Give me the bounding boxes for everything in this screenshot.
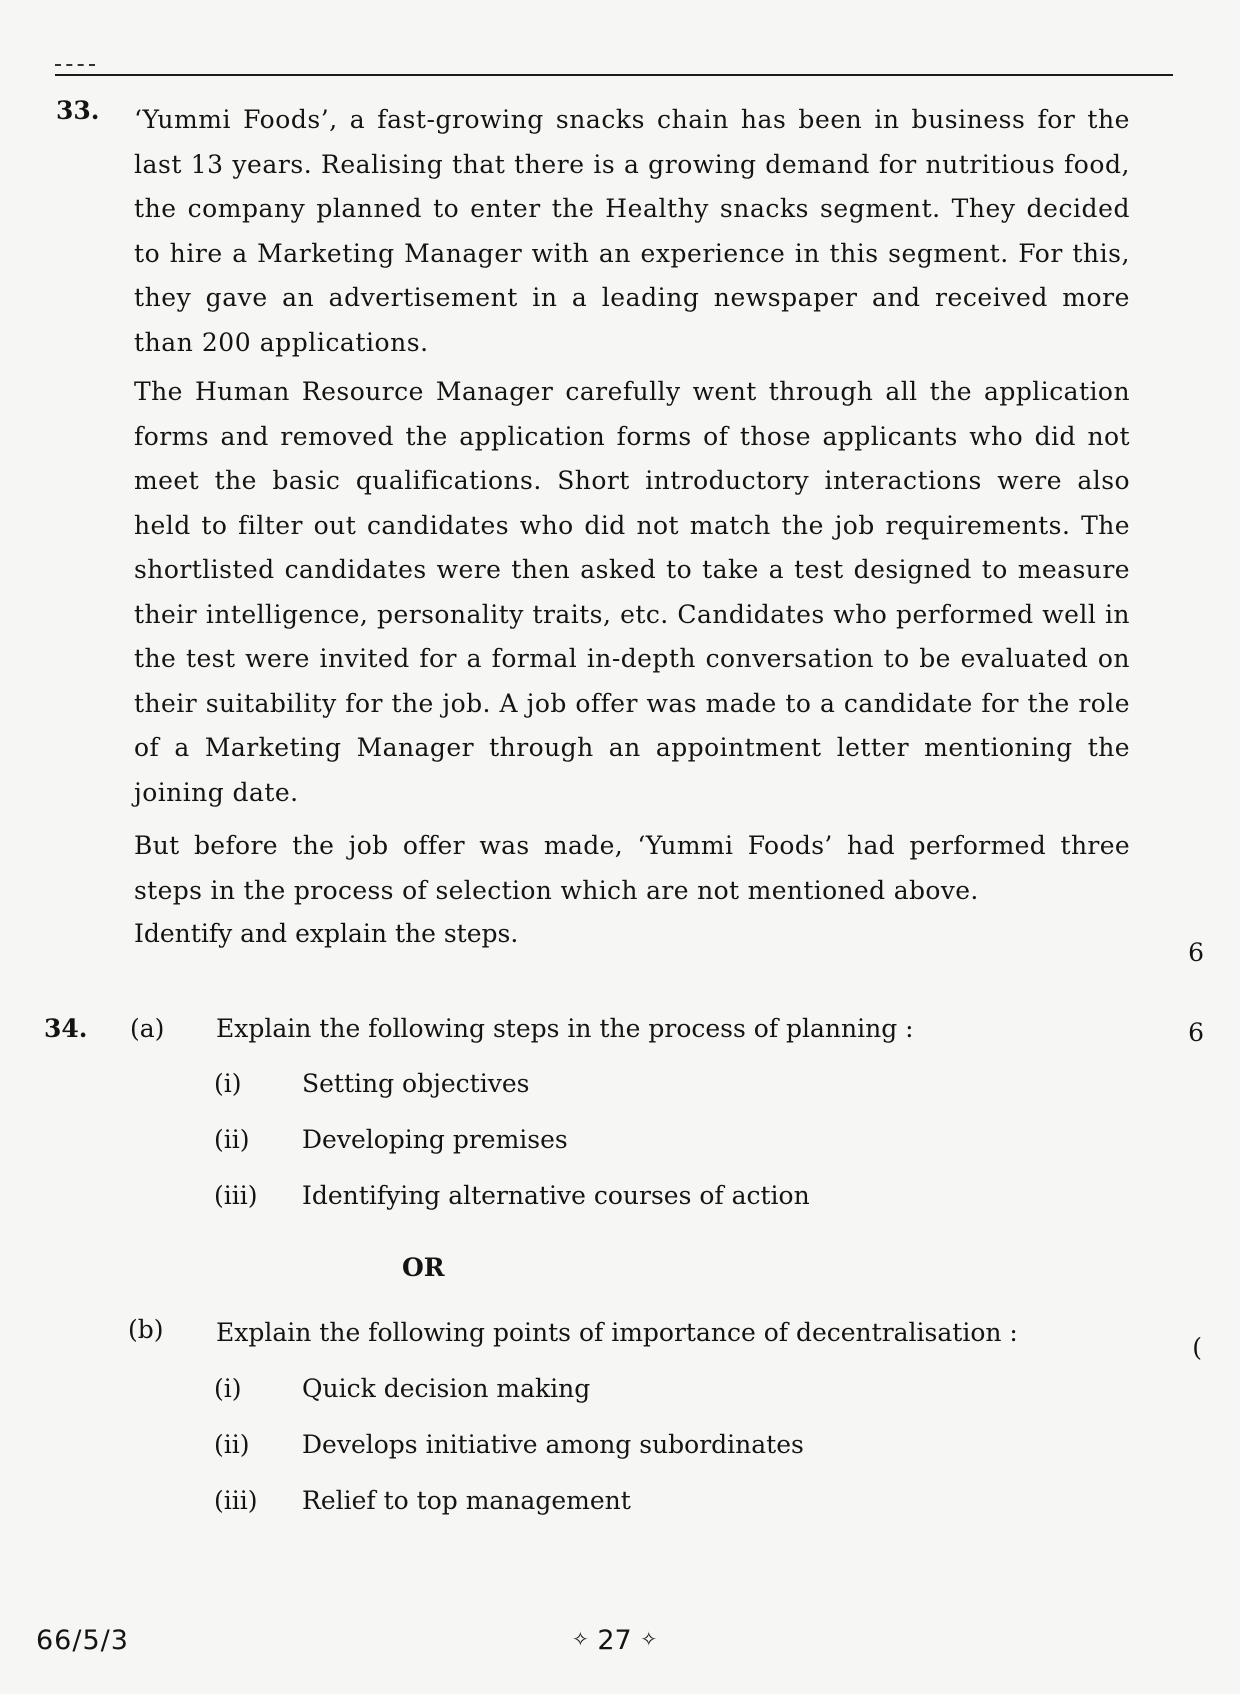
question-33-para-1: ‘Yummi Foods’, a fast-growing snacks chain has been in business for the last 13 years. Realising that there is a growing demand for nutritious food, the company planned to enter the Healthy snacks segment. They decided to hire a Marketing Manager with an experience in this segment. For this, they gave an advertisement in a leading newspaper and received more than 200 applications. [134,105,1130,357]
question-34b-item-1-number: (i) [214,1374,242,1403]
question-34a-item-2-number: (ii) [214,1125,250,1154]
question-34b-marks: ( [1192,1333,1202,1362]
question-33-para-3: But before the job offer was made, ‘Yummi Foods’ had performed three steps in the process of selection which are not mentioned above. [134,831,1130,905]
question-34a-item-3-number: (iii) [214,1181,258,1210]
question-34a-item-2-text: Developing premises [302,1125,568,1154]
or-separator: OR [402,1253,445,1282]
page-number [572,1625,657,1656]
question-34b-item-3-number: (iii) [214,1486,258,1515]
question-34a-label: (a) [130,1014,165,1043]
question-34a-item-1-text: Setting objectives [302,1069,530,1098]
page-number-value: 27 [597,1625,632,1656]
question-34b-item-2-number: (ii) [214,1430,250,1459]
question-34-number: 34. [44,1014,88,1043]
question-34a-item-3-text: Identifying alternative courses of action [302,1181,810,1210]
question-34a-text: Explain the following steps in the process of planning : [216,1014,914,1043]
question-33-marks: 6 [1188,938,1204,967]
star-right-icon: ✧ [640,1627,658,1651]
question-33-para-4: Identify and explain the steps. [134,919,519,948]
question-34a-item-1-number: (i) [214,1069,242,1098]
question-33-para-2: The Human Resource Manager carefully went through all the application forms and removed the application forms of those applicants who did not meet the basic qualifications. Short introductory interactions were also held to filter out candidates who did not match the job requirements. The shortlisted candidates were then asked to take a test designed to measure their intelligence, personality traits, etc. Candidates who performed well in the test were invited for a formal in-depth conversation to be evaluated on their suitability for the job. A job offer was made to a candidate for the role of a Marketing Manager through an appointment letter mentioning the joining date. [134,377,1130,807]
question-34b-text: Explain the following points of importance of decentralisation : [216,1318,1018,1347]
question-33-number: 33. [56,96,100,125]
header-rule [55,74,1173,76]
question-34b-item-1-text: Quick decision making [302,1374,591,1403]
question-34a-marks: 6 [1188,1018,1204,1047]
paper-code: 66/5/3 [36,1625,129,1656]
question-34b-label: (b) [128,1315,164,1344]
question-34b-item-2-text: Develops initiative among subordinates [302,1430,804,1459]
header-dash [55,64,95,66]
question-34b-item-3-text: Relief to top management [302,1486,631,1515]
star-left-icon: ✧ [572,1627,589,1651]
